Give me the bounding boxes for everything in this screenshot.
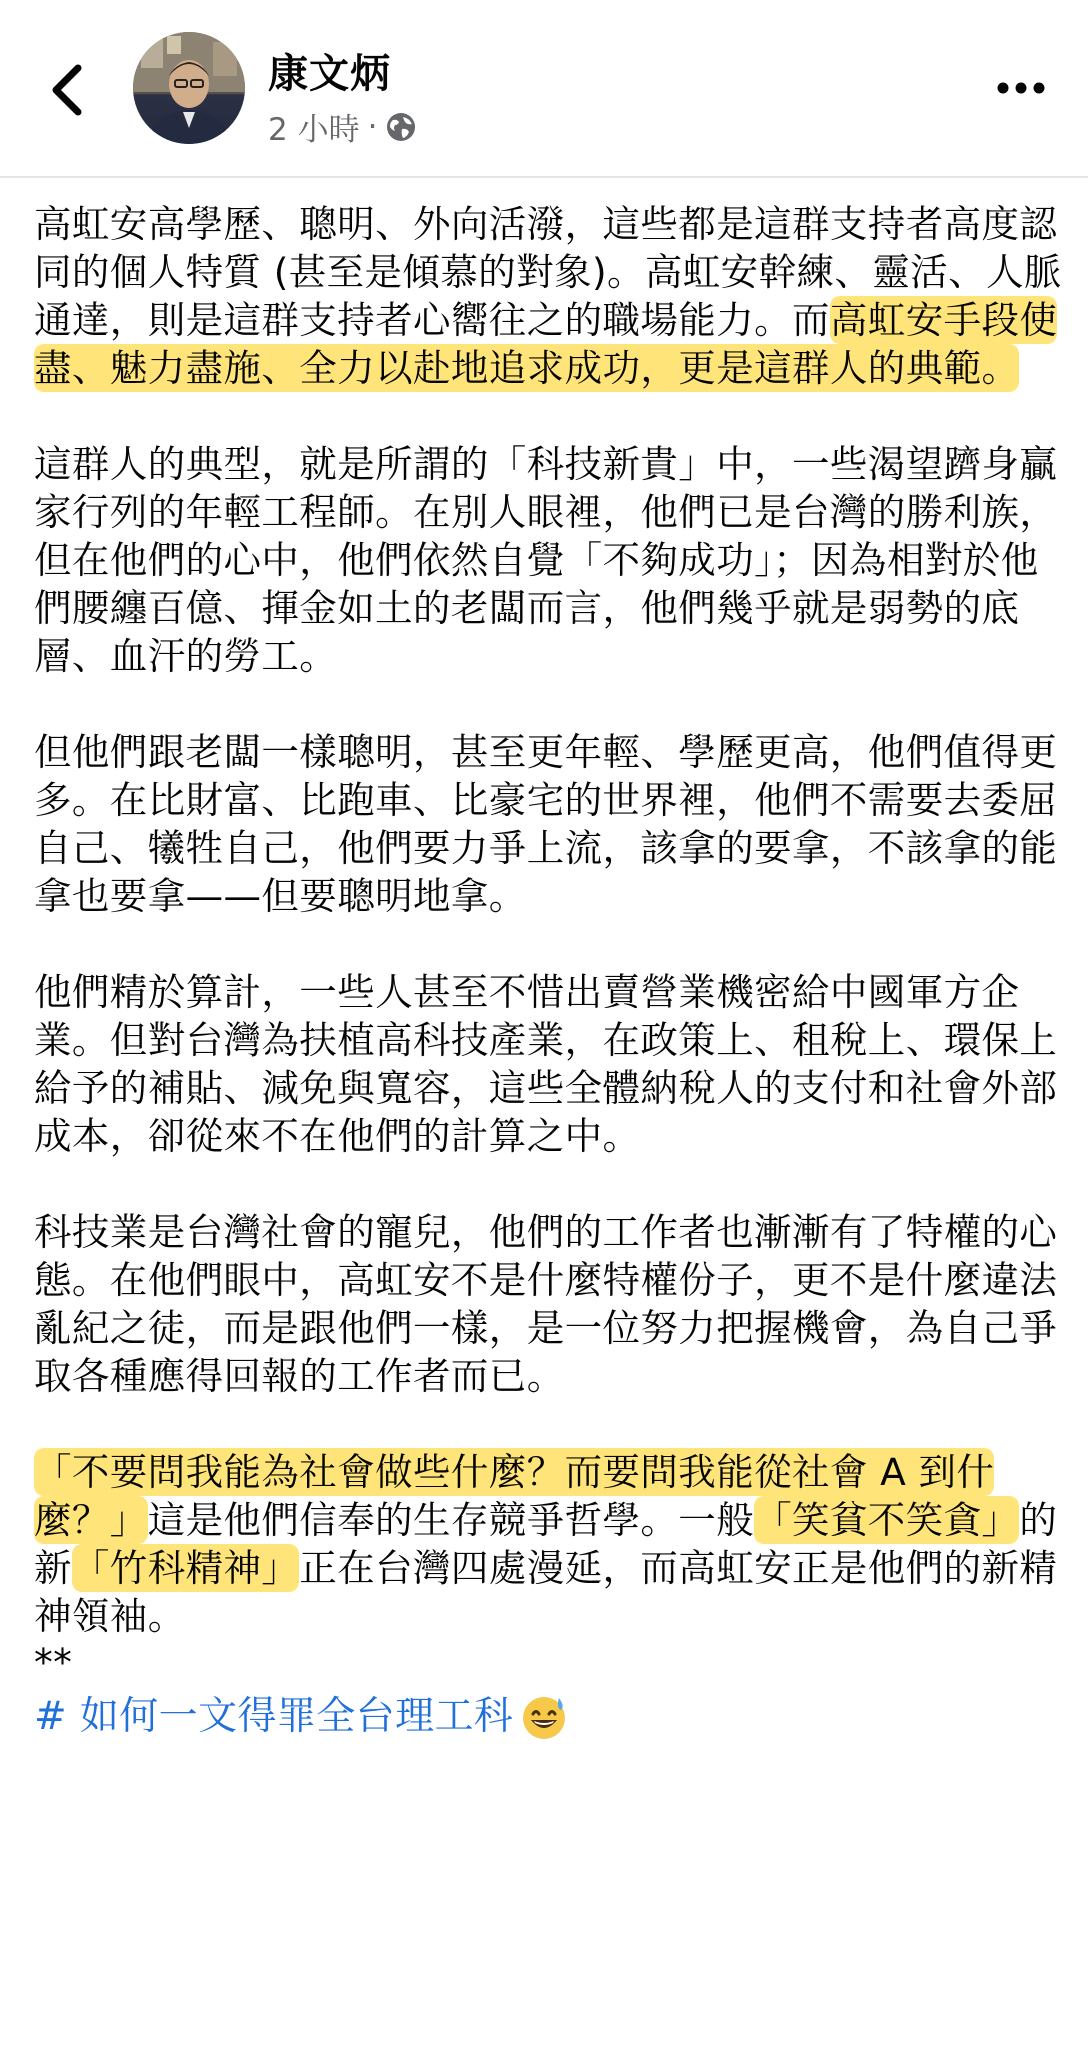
grinning-sweat-emoji-icon: [519, 1692, 569, 1742]
paragraph-2: 這群人的典型，就是所謂的「科技新貴」中，一些渴望躋身贏家行列的年輕工程師。在別人眼裡，他們已是台灣的勝利族，但在他們的心中，他們依然自覺「不夠成功」；因為相對於他們腰纏百億、揮金如土的老闆而言，他們幾乎就是弱勢的底層、血汗的勞工。: [34, 442, 1058, 678]
post-header: [0, 0, 1088, 178]
text-separator: **: [34, 1640, 73, 1684]
author-name[interactable]: 康文炳: [268, 51, 391, 97]
post-time[interactable]: 2 小時: [268, 112, 360, 148]
hashtag-text[interactable]: # 如何一文得罪全台理工科: [34, 1694, 514, 1739]
highlighted-phrase-1: 「笑貧不笑貪」: [754, 1498, 1020, 1542]
paragraph-6-text-a: 這是他們信奉的生存競爭哲學。一般: [147, 1498, 755, 1542]
paragraph-1-text: 高虹安高學歷、聰明、外向活潑，這些都是這群支持者高度認同的個人特質 (甚至是傾慕的對象)。高虹安幹練、靈活、人脈通達，則是這群支持者心嚮往之的職場能力。而: [34, 202, 1062, 342]
paragraph-6-text-b: 的新: [34, 1498, 1058, 1590]
paragraph-5: 科技業是台灣社會的寵兒，他們的工作者也漸漸有了特權的心態。在他們眼中，高虹安不是什麼特權份子，更不是什麼違法亂紀之徒，而是跟他們一樣，是一位努力把握機會，為自己爭取各種應得回報的工作者而已。: [34, 1210, 1058, 1398]
globe-icon: [385, 111, 417, 143]
meta-separator: ·: [367, 108, 378, 145]
more-dots-icon: [996, 68, 1046, 108]
paragraph-6: [34, 1448, 1064, 1640]
post-meta: [268, 104, 417, 149]
avatar[interactable]: [133, 32, 245, 144]
paragraph-3: 但他們跟老闆一樣聰明，甚至更年輕、學歷更高，他們值得更多。在比財富、比跑車、比豪宅的世界裡，他們不需要去委屈自己、犧牲自己，他們要力爭上流，該拿的要拿，不該拿的能拿也要拿——但要聰明地拿。: [34, 730, 1058, 918]
highlighted-text: 高虹安手段使盡、魅力盡施、全力以赴地追求成功，更是這群人的典範。: [34, 298, 1058, 390]
post-body: [34, 200, 1064, 1742]
chevron-left-icon: [44, 62, 88, 118]
paragraph-6-text-c: 正在台灣四處漫延，而高虹安正是他們的新精神領袖。: [34, 1546, 1058, 1638]
more-options-button[interactable]: [996, 68, 1046, 108]
paragraph-4: 他們精於算計，一些人甚至不惜出賣營業機密給中國軍方企業。但對台灣為扶植高科技產業，在政策上、租稅上、環保上給予的補貼、減免與寬容，這些全體納稅人的支付和社會外部成本，卻從來不在他們的計算之中。: [34, 970, 1058, 1158]
back-button[interactable]: [44, 62, 88, 118]
highlighted-phrase-2: 「竹科精神」: [71, 1546, 300, 1590]
paragraph-1: [34, 200, 1064, 392]
hashtag-link[interactable]: [34, 1692, 1064, 1742]
avatar-portrait: [133, 32, 245, 144]
highlighted-quote: 「不要問我能為社會做些什麼？而要問我能從社會 A 到什麼？」: [34, 1450, 995, 1542]
